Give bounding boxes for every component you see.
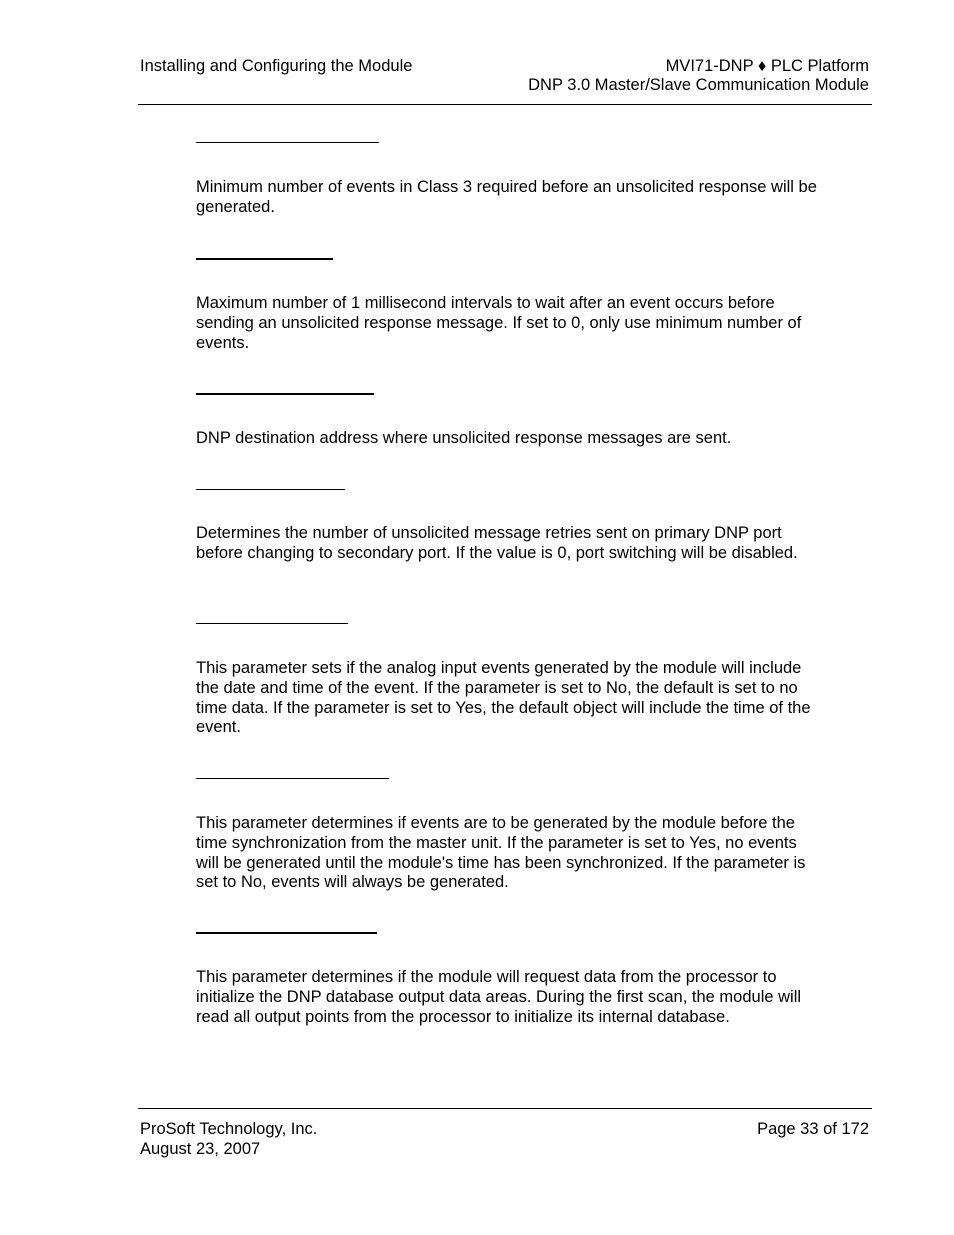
parameter-section: [196, 778, 821, 893]
parameter-heading: [196, 393, 374, 395]
header-product-line1: MVI71-DNP ♦ PLC Platform: [665, 57, 869, 75]
parameter-section: [196, 623, 821, 738]
header-product: [528, 57, 869, 95]
header-product-line2: DNP 3.0 Master/Slave Communication Module: [528, 76, 869, 94]
footer-info: [140, 1120, 317, 1159]
parameter-section: [196, 142, 821, 218]
parameter-description: Minimum number of events in Class 3 required before an unsolicited response will be generated.: [196, 178, 817, 216]
footer-date: August 23, 2007: [140, 1139, 261, 1158]
parameter-description: Maximum number of 1 millisecond intervals to wait after an event occurs before sending an unsolicited response message. If set to 0, only use minimum number of events.: [196, 294, 802, 352]
header-divider: [138, 104, 872, 105]
parameter-section: [196, 489, 821, 564]
parameter-heading: [196, 258, 333, 260]
parameter-heading: [196, 623, 348, 624]
parameter-description: This parameter determines if the module will request data from the processor to initialize the DNP database output data areas. During the first scan, the module will read all output points from the processor to initialize its internal database.: [196, 968, 802, 1026]
header-chapter-title: Installing and Configuring the Module: [140, 57, 413, 75]
parameter-heading: [196, 778, 389, 779]
parameter-section: [196, 258, 821, 353]
parameter-description: Determines the number of unsolicited message retries sent on primary DNP port before changing to secondary port. If the value is 0, port switching will be disabled.: [196, 524, 798, 562]
footer-company: ProSoft Technology, Inc.: [140, 1120, 318, 1138]
parameter-description: DNP destination address where unsolicited response messages are sent.: [196, 429, 732, 447]
parameter-heading: [196, 489, 345, 490]
parameter-heading: [196, 932, 377, 934]
parameter-description: This parameter determines if events are to be generated by the module before the time synchronization from the master unit. If the parameter is set to Yes, no events will be generated until the module's time has been synchronized. If the parameter is set to No, events will always be generated.: [196, 814, 806, 892]
footer-divider: [138, 1108, 872, 1109]
parameter-heading: [196, 142, 379, 143]
footer-page-number: Page 33 of 172: [757, 1120, 869, 1138]
parameter-description: This parameter sets if the analog input events generated by the module will include the date and time of the event. If the parameter is set to No, the default is set to no time data. If the parameter is set to Yes, the default object will include the time of the event.: [196, 659, 811, 737]
parameter-section: [196, 932, 821, 1027]
parameter-section: [196, 393, 821, 449]
